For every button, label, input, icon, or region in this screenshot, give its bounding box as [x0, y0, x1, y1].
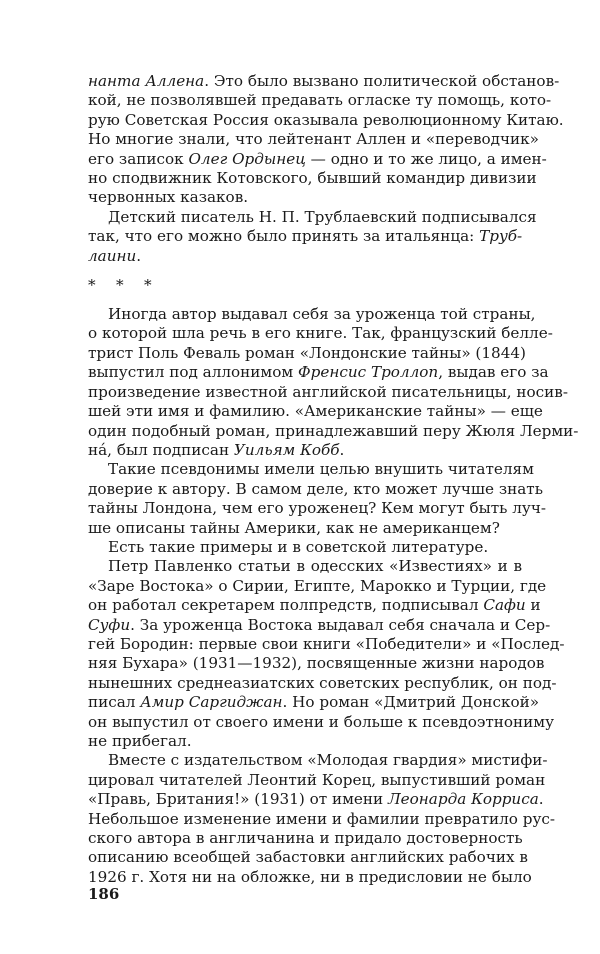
- text-line: Детский писатель Н. П. Трублаевский подписывался: [108, 207, 537, 226]
- text-line: Вместе с издательством «Молодая гвардия» мистифи-: [108, 751, 548, 770]
- text-line: Есть такие примеры и в советской литературе.: [108, 537, 489, 556]
- paragraph-cont: [88, 227, 522, 266]
- text-line: но сподвижник Котовского, бывший командир дивизии: [88, 169, 537, 188]
- text-line: гей Бородин: первые свои книги «Победители» и «Послед-: [88, 634, 565, 653]
- section-separator: * * *: [88, 276, 152, 295]
- paragraph-cont: [88, 576, 565, 752]
- body-text: [88, 72, 579, 887]
- text-line: нынешних среднеазиатских советских республик, он под-: [88, 673, 557, 692]
- paragraph: [88, 207, 537, 227]
- text-line: трист Поль Феваль роман «Лондонские тайны» (1844): [88, 343, 526, 362]
- text-line: лаини.: [88, 246, 142, 265]
- text-line: один подобный роман, принадлежавший перу Жюля Лерми-: [88, 421, 579, 440]
- text-line: тайны Лондона, чем его уроженец? Кем могут быть луч-: [88, 499, 547, 518]
- text-line: описанию всеобщей забастовки английских рабочих в: [88, 848, 528, 867]
- text-line: не прибегал.: [88, 732, 192, 750]
- text-line: цировал читателей Леонтий Корец, выпустивший роман: [88, 770, 546, 789]
- paragraph: [88, 538, 522, 557]
- text-line: Но многие знали, что лейтенант Аллен и «переводчик»: [88, 130, 539, 149]
- text-line: выпустил под аллонимом Френсис Троллоп, выдав его за: [88, 363, 549, 382]
- text-line: Небольшое изменение имени и фамилии превратило рус-: [88, 809, 556, 828]
- text-line: доверие к автору. В самом деле, кто может лучше знать: [88, 479, 543, 498]
- page-number: 186: [88, 885, 120, 903]
- paragraph-cont: [88, 479, 547, 538]
- paragraph-cont: [88, 324, 579, 460]
- text-line: нанта Аллена. Это было вызвано политической обстанов-: [88, 72, 560, 90]
- text-line: «Правь, Британия!» (1931) от имени Леонарда Корриса.: [88, 790, 544, 809]
- text-line: Петр Павленко статьи в одесских «Известиях» и в: [108, 557, 522, 576]
- text-line: писал Амир Саргиджан. Но роман «Дмитрий Донской»: [88, 693, 540, 712]
- text-line: на́, был подписан Уильям Кобб.: [88, 440, 345, 459]
- text-line: «Заре Востока» о Сирии, Египте, Марокко и Турции, где: [88, 576, 547, 595]
- text-line: он выпустил от своего имени и больше к псевдоэтнониму: [88, 712, 555, 731]
- text-line: ше описаны тайны Америки, как не американцем?: [88, 518, 500, 537]
- text-line: шей эти имя и фамилию. «Американские тайны» — еще: [88, 402, 543, 421]
- paragraph: [88, 751, 548, 770]
- text-line: о которой шла речь в его книге. Так, французский белле-: [88, 324, 553, 343]
- text-line: рую Советская Россия оказывала революционному Китаю.: [88, 110, 564, 129]
- text-line: произведение известной английской писательницы, носив-: [88, 382, 568, 401]
- text-line: ского автора в англичанина и придало достоверность: [88, 829, 523, 848]
- text-line: червонных казаков.: [88, 188, 249, 207]
- paragraph-cont: [88, 770, 556, 887]
- text-line: Такие псевдонимы имели целью внушить читателям: [108, 460, 534, 479]
- paragraph: [88, 460, 534, 479]
- text-line: 1926 г. Хотя ни на обложке, ни в предисловии не было: [88, 867, 532, 886]
- text-line: его записок Олег Ордынец — одно и то же лицо, а имен-: [88, 149, 547, 168]
- text-line: Суфи. За уроженца Востока выдавал себя сначала и Сер-: [88, 615, 551, 634]
- text-line: няя Бухара» (1931—1932), посвященные жизни народов: [88, 654, 545, 673]
- text-line: Иногда автор выдавал себя за уроженца той страны,: [108, 305, 536, 324]
- text-line: кой, не позволявшей предавать огласке ту помощь, кото-: [88, 91, 552, 110]
- text-line: так, что его можно было принять за итальянца: Труб-: [88, 227, 523, 246]
- text-line: он работал секретарем полпредств, подписывал Сафи и: [88, 596, 541, 615]
- paragraph: [88, 557, 522, 576]
- paragraph: [88, 305, 536, 324]
- paragraph: [88, 72, 564, 208]
